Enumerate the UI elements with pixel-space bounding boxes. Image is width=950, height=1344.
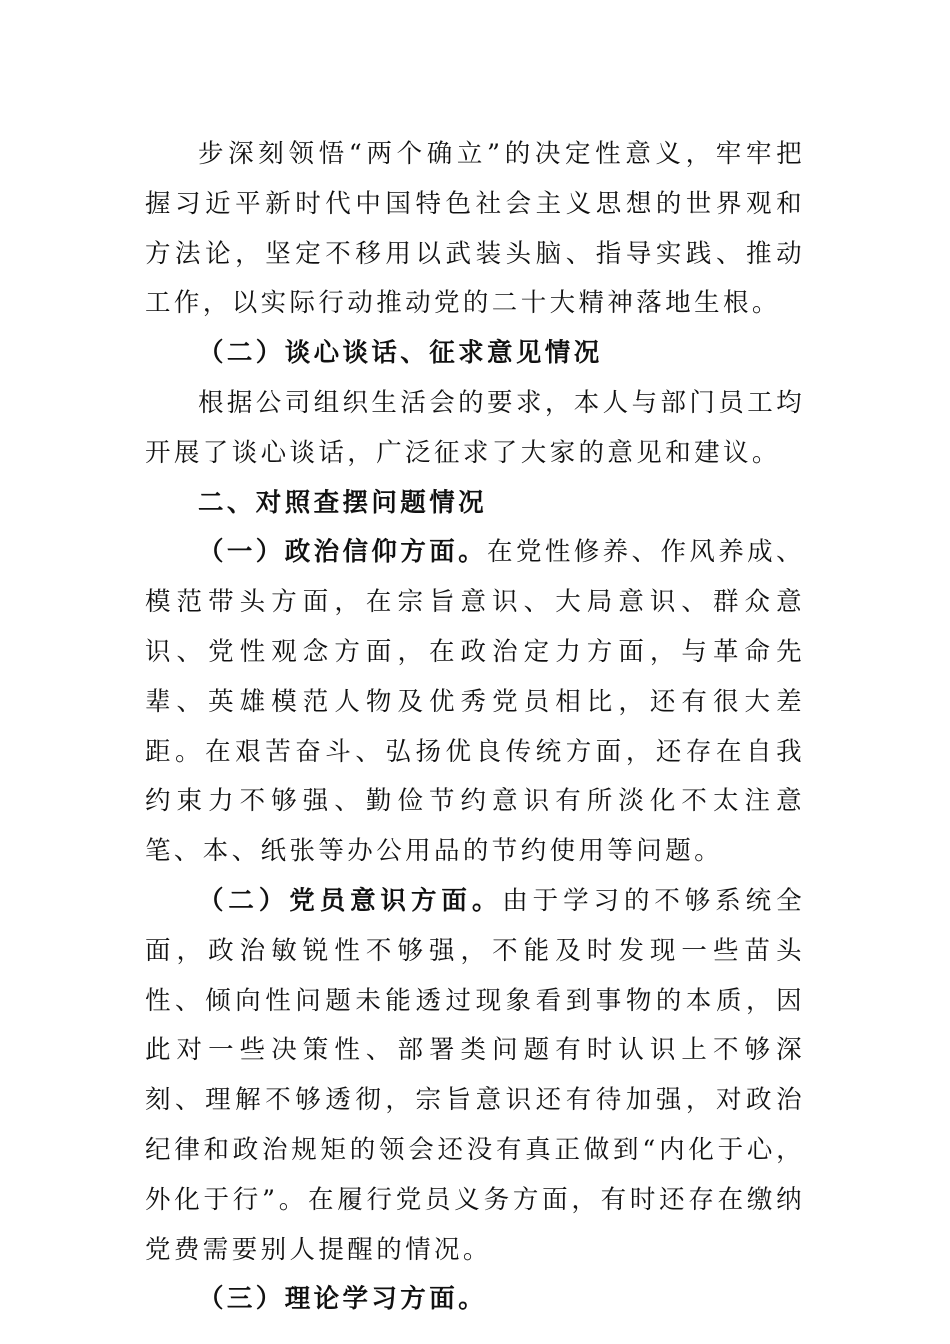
paragraph-political-belief: [145, 528, 805, 877]
paragraph-talks: [145, 379, 805, 479]
paragraph-text: 根据公司组织生活会的要求，本人与部门员工均开展了谈心谈话，广泛征求了大家的意见和建议。: [145, 387, 805, 468]
paragraph-study-conclusion: [145, 130, 805, 329]
document-body: [145, 130, 805, 1325]
paragraph-party-awareness: [145, 877, 805, 1275]
paragraph-lead: （二）党员意识方面。: [198, 885, 503, 916]
paragraph-text: 在党性修养、作风养成、模范带头方面，在宗旨意识、大局意识、群众意识、党性观念方面，在政治定力方面，与革命先辈、英雄模范人物及优秀党员相比，还有很大差距。在艰苦奋斗、弘扬优良传统方面，还存在自我约束力不够强、勤俭节约意识有所淡化不太注意笔、本、纸张等办公用品的节约使用等问题。: [145, 537, 805, 867]
section-heading-talks: （二）谈心谈话、征求意见情况: [198, 338, 603, 369]
section-heading-theory-study: （三）理论学习方面。: [198, 1284, 488, 1315]
paragraph-text: 步深刻领悟“两个确立”的决定性意义，牢牢把握习近平新时代中国特色社会主义思想的世界观和方法论，坚定不移用以武装头脑、指导实践、推动工作，以实际行动推动党的二十大精神落地生根。: [145, 139, 805, 319]
paragraph-text: 由于学习的不够系统全面，政治敏锐性不够强，不能及时发现一些苗头性、倾向性问题未能透过现象看到事物的本质，因此对一些决策性、部署类问题有时认识上不够深刻、理解不够透彻，宗旨意识还有待加强，对政治纪律和政治规矩的领会还没有真正做到“内化于心，外化于行”。在履行党员义务方面，有时还存在缴纳党费需要别人提醒的情况。: [145, 885, 805, 1265]
section-heading-problems: 二、对照查摆问题情况: [198, 487, 488, 518]
paragraph-lead: （一）政治信仰方面。: [198, 537, 488, 568]
